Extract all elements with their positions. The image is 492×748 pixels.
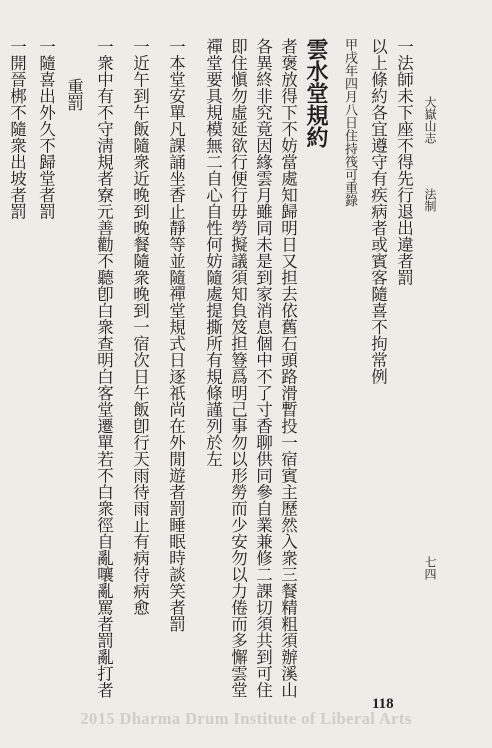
book-title: 大嶽山志 (423, 96, 437, 144)
text-column-7: 即住愼勿虛延欲行便行毋勞擬議須知負笈担簦爲明己事勿以形勞而少安勿以力倦而多懈雲堂 (228, 38, 248, 698)
text-column-6: 各異終非究竟因緣雲月雖同未是到家消息個中不了寸香聊供同參自業兼修二課切須共到可住 (253, 38, 273, 698)
rule-item-3: 一衆中有不守淸規者寮元善勸不聽卽白衆查明白客堂遷單若不白衆徑自亂嚷亂罵者罰亂打者 (94, 38, 114, 698)
text-column-2: 以上條約各宜遵守有疾病者或賓客隨喜不拘常例 (368, 38, 388, 385)
rule-item-4: 一隨喜出外久不歸堂者罰 (36, 38, 56, 220)
page-number: 118 (372, 696, 394, 712)
text-column-1: 一法師未下座不得先行退出違者罰 (394, 38, 414, 286)
rule-item-3-cont: 重罰 (64, 78, 84, 111)
page-number-cjk: 七四 (423, 556, 437, 580)
watermark: 2015 Dharma Drum Institute of Liberal Arts (80, 709, 412, 728)
section-title: 法制 (423, 188, 437, 212)
date-line: 甲戌年四月八日住持筏可重錄 (342, 38, 357, 207)
text-column-8: 禪堂要具規模無二自心自性何妨隨處提撕所有規條謹列於左 (203, 38, 223, 467)
rule-item-2: 一近午到午飯隨衆近晚到晚餐隨衆晚到一宿次日午飯卽行天雨待雨止有病待病愈 (130, 38, 150, 616)
rule-item-5: 一開晉梆不隨衆出坡者罰 (7, 38, 27, 220)
text-column-5: 者褒放得下不妨當處知歸明日又担去依舊石頭路滑暫投一宿賓主歷然入衆三餐精粗須辦溪山 (278, 38, 298, 698)
rule-item-1: 一本堂安單凡課誦坐香止靜等並隨禪堂規式日逐祇尚在外閒遊者罰睡眠時談笑者罰 (166, 38, 186, 632)
chapter-title: 雲水堂規約 (303, 38, 329, 148)
